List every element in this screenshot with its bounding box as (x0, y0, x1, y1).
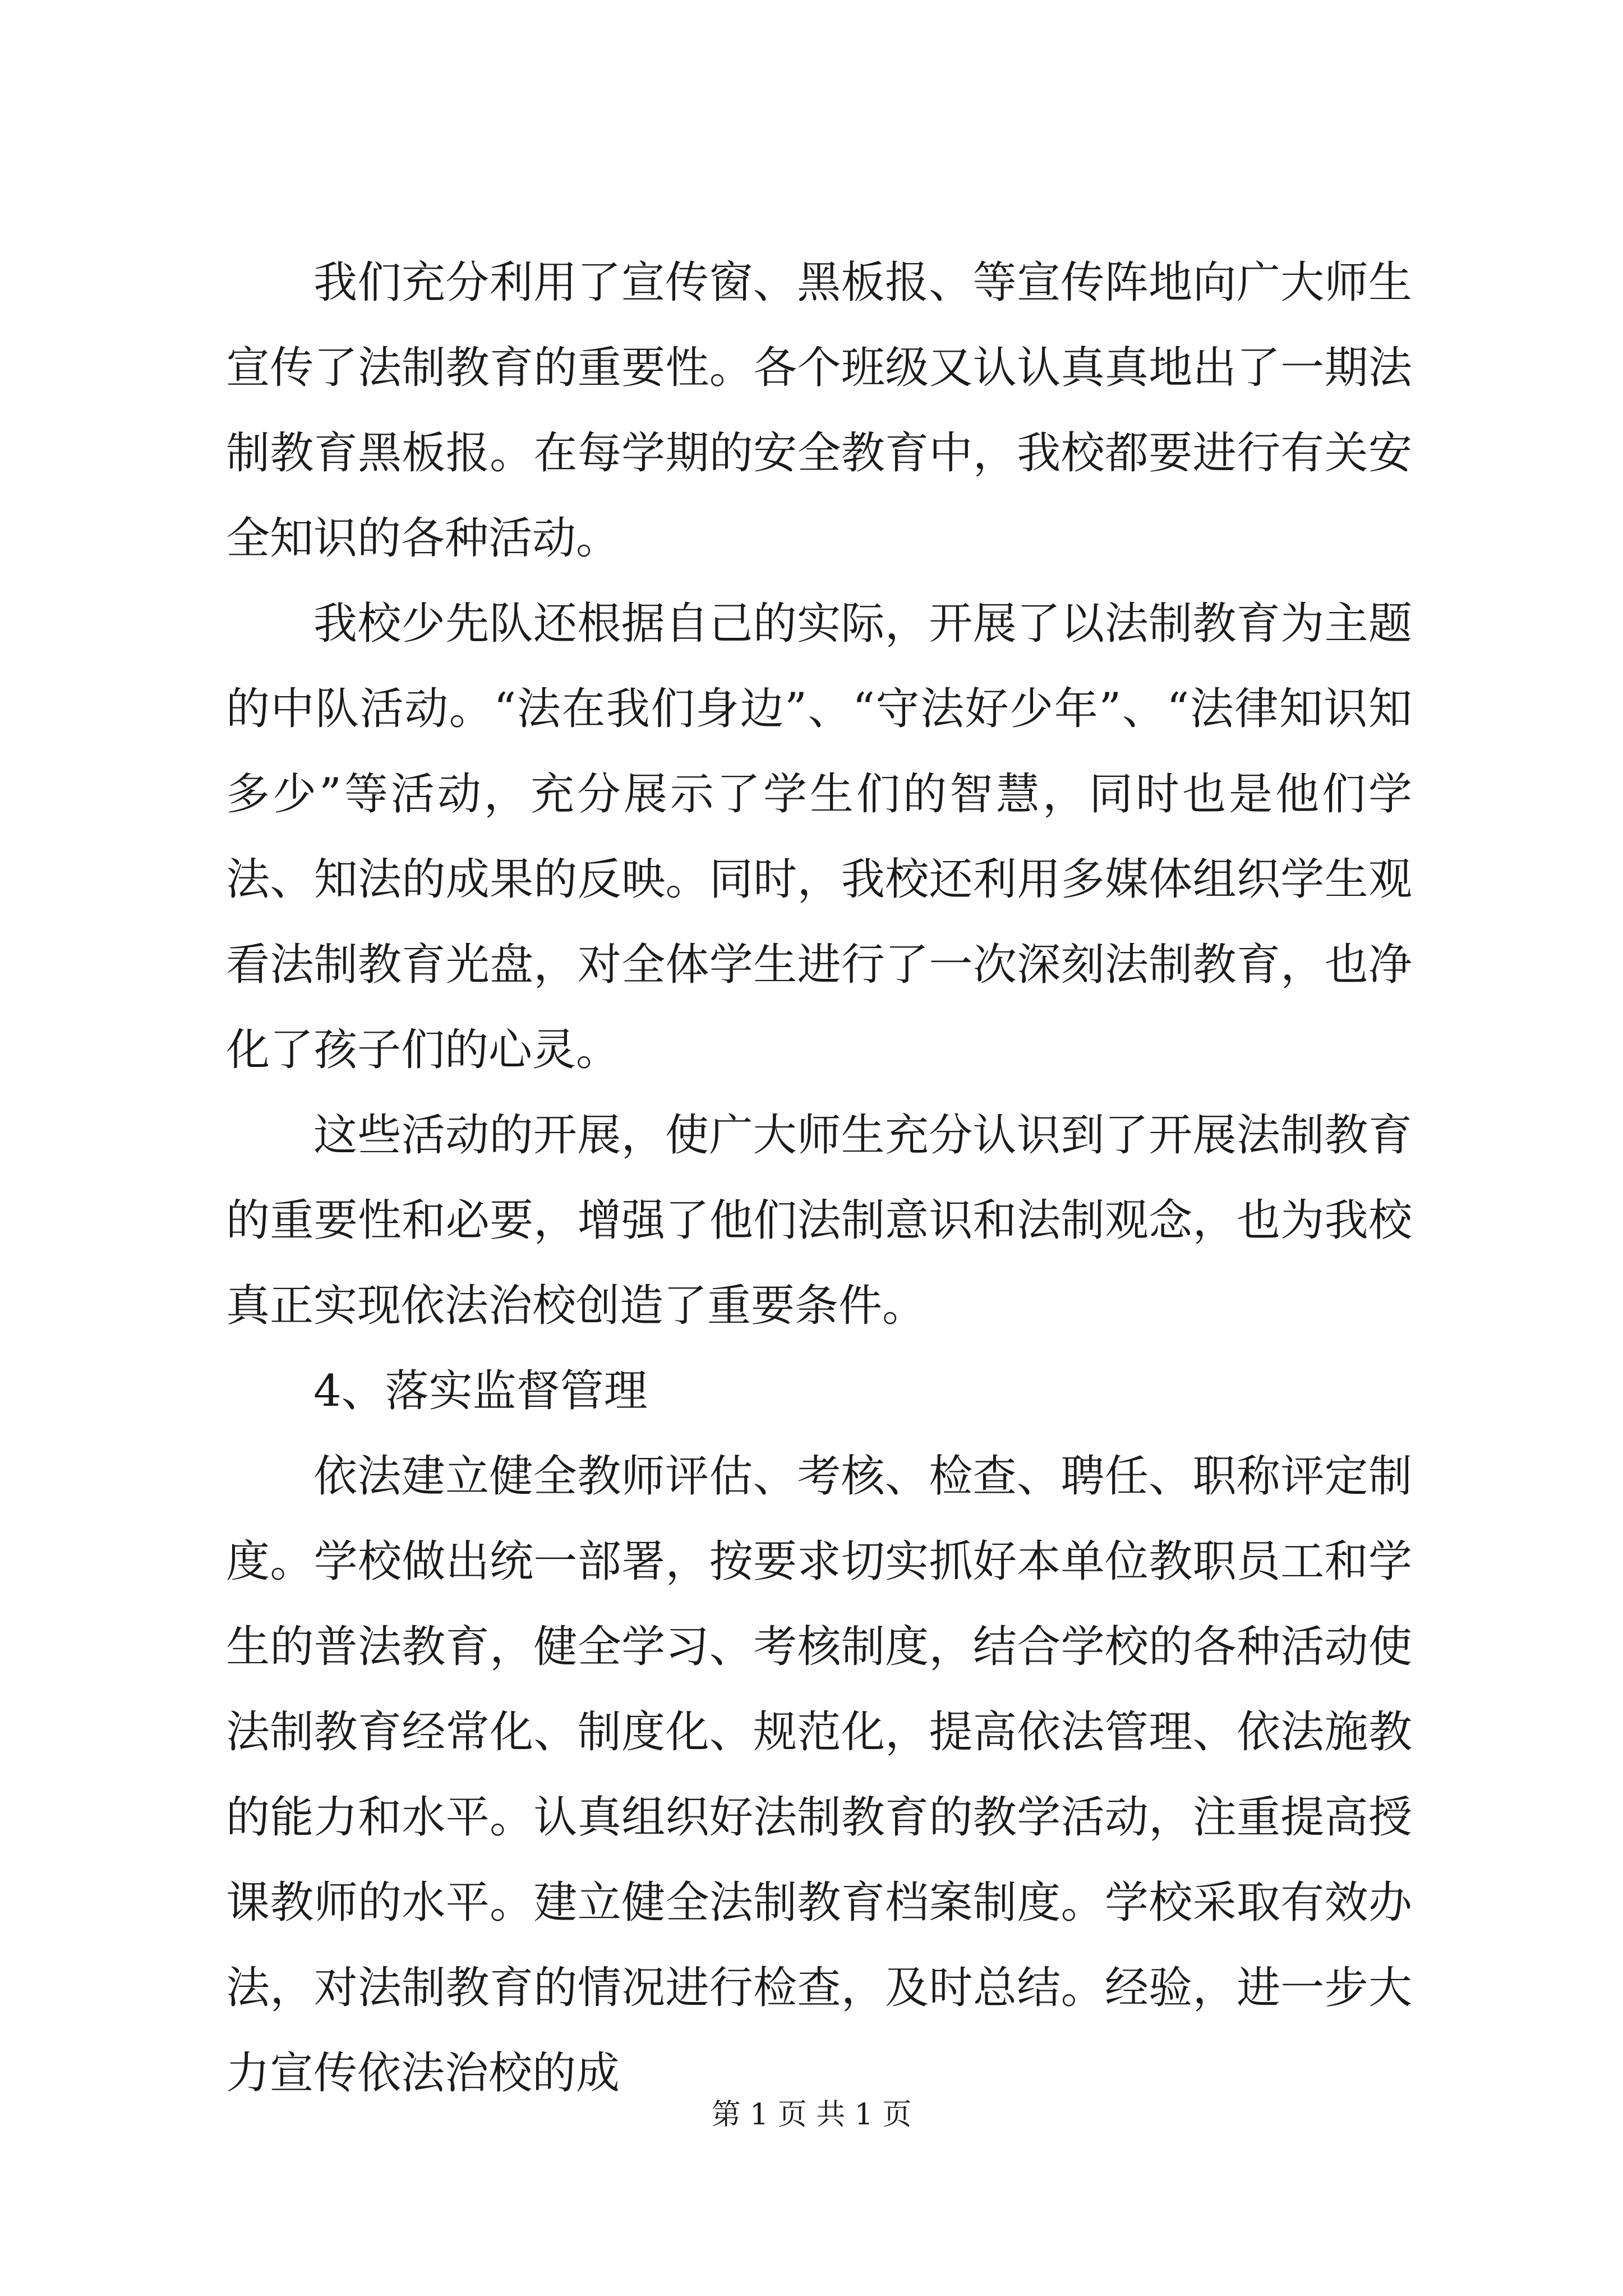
paragraph-young-pioneers: 我校少先队还根据自己的实际，开展了以法制教育为主题的中队活动。“法在我们身边”、“守法好少年”、“法律知识知多少”等活动，充分展示了学生们的智慧，同时也是他们学法、知法的成果的反映。同时，我校还利用多媒体组织学生观看法制教育光盘，对全体学生进行了一次深刻法制教育，也净化了孩子们的心灵。 (226, 599, 1412, 1075)
page-footer: 第 1 页 共 1 页 (711, 2098, 912, 2132)
document-body (226, 240, 1412, 2116)
paragraph-activities-effect: 这些活动的开展，使广大师生充分认识到了开展法制教育的重要性和必要，增强了他们法制意识和法制观念，也为我校真正实现依法治校创造了重要条件。 (226, 1110, 1412, 1331)
paragraph-supervision: 依法建立健全教师评估、考核、检查、聘任、职称评定制度。学校做出统一部署，按要求切实抓好本单位教职员工和学生的普法教育，健全学习、考核制度，结合学校的各种活动使法制教育经常化、制度化、规范化，提高依法管理、依法施教的能力和水平。认真组织好法制教育的教学活动，注重提高授课教师的水平。建立健全法制教育档案制度。学校采取有效办法，对法制教育的情况进行检查，及时总结。经验，进一步大力宣传依法治校的成 (226, 1451, 1412, 2099)
section-heading-supervision: 4、落实监督管理 (313, 1366, 648, 1416)
paragraph-publicity: 我们充分利用了宣传窗、黑板报、等宣传阵地向广大师生宣传了法制教育的重要性。各个班级又认认真真地出了一期法制教育黑板报。在每学期的安全教育中，我校都要进行有关安全知识的各种活动。 (226, 257, 1412, 564)
